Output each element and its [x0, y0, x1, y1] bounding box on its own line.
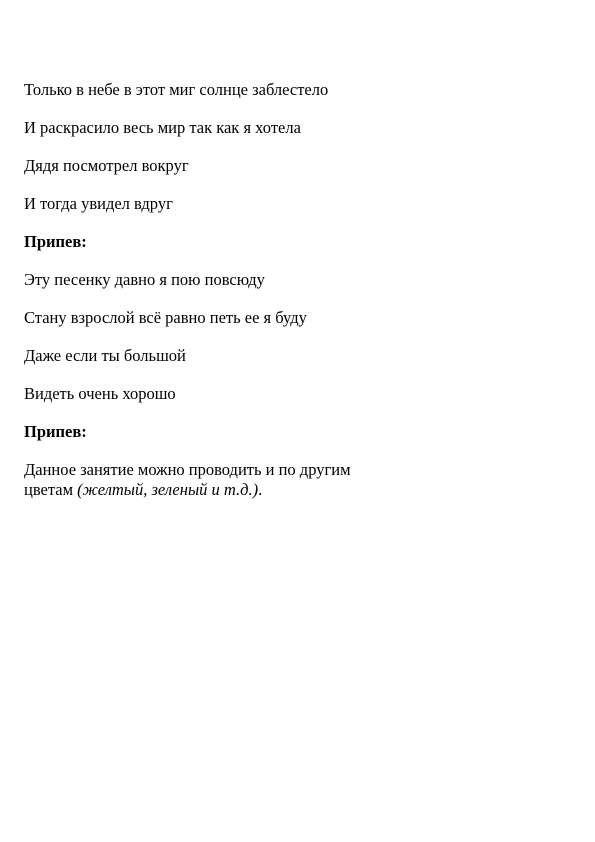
- closing-period: .: [258, 480, 263, 499]
- song-text: [24, 80, 454, 500]
- verse-line: Эту песенку давно я пою повсюду: [24, 270, 265, 289]
- closing-line-2: [24, 480, 454, 500]
- verse-line: И тогда увидел вдруг: [24, 194, 173, 213]
- verse-line: Стану взрослой всё равно петь ее я буду: [24, 308, 307, 327]
- verse-line: Дядя посмотрел вокруг: [24, 156, 189, 175]
- closing-paragraph: [24, 460, 454, 500]
- verse-line: И раскрасило весь мир так как я хотела: [24, 118, 301, 137]
- chorus-label: Припев:: [24, 422, 87, 441]
- closing-italic-note: (желтый, зеленый и т.д.): [77, 480, 259, 499]
- closing-line-1: Данное занятие можно проводить и по другим: [24, 460, 351, 479]
- verse-line: Только в небе в этот миг солнце заблестело: [24, 80, 329, 99]
- verse-line: Видеть очень хорошо: [24, 384, 176, 403]
- chorus-label: Припев:: [24, 232, 87, 251]
- closing-text: цветам: [24, 480, 78, 499]
- verse-line: Даже если ты большой: [24, 346, 186, 365]
